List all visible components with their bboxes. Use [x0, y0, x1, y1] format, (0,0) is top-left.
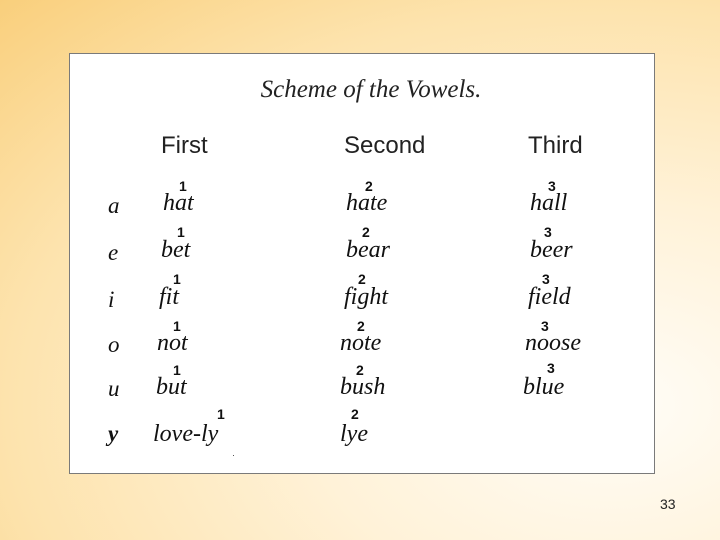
- degree-number: 2: [358, 271, 366, 287]
- example-word: fit: [159, 284, 180, 310]
- column-header-third: Third: [528, 132, 583, 159]
- column-header-second: Second: [344, 132, 426, 159]
- degree-number: 3: [548, 178, 556, 194]
- example-word: bush: [340, 374, 386, 400]
- vowel-label-u: u: [108, 376, 120, 401]
- degree-number: 1: [173, 318, 181, 334]
- example-word: hat: [163, 190, 194, 216]
- scheme-title: Scheme of the Vowels.: [260, 76, 482, 103]
- degree-number: 2: [356, 362, 364, 378]
- example-word: bet: [161, 237, 191, 263]
- degree-number: 1: [173, 362, 181, 378]
- example-word: bear: [346, 237, 390, 263]
- example-word: noose: [525, 330, 581, 356]
- example-word: but: [156, 374, 187, 400]
- vowel-label-y: y: [108, 421, 119, 446]
- slide-page-number: 33: [660, 496, 676, 512]
- example-word: fight: [344, 284, 389, 310]
- degree-number: 2: [357, 318, 365, 334]
- degree-number: 3: [547, 360, 555, 376]
- example-word: hall: [530, 190, 568, 216]
- stray-dot: [233, 455, 234, 456]
- vowel-scheme-image: [69, 53, 655, 474]
- degree-number: 2: [365, 178, 373, 194]
- example-word: note: [340, 330, 382, 356]
- degree-number: 3: [541, 318, 549, 334]
- degree-number: 1: [217, 406, 225, 422]
- example-word: beer: [530, 237, 573, 263]
- example-word: field: [528, 284, 571, 310]
- degree-number: 3: [542, 271, 550, 287]
- degree-number: 1: [177, 224, 185, 240]
- degree-number: 2: [362, 224, 370, 240]
- example-word: lye: [340, 421, 368, 447]
- example-word: love-ly: [153, 421, 219, 447]
- column-header-first: First: [161, 132, 208, 159]
- degree-number: 2: [351, 406, 359, 422]
- degree-number: 3: [544, 224, 552, 240]
- example-word: not: [157, 330, 188, 356]
- vowel-label-i: i: [108, 287, 115, 312]
- example-word: hate: [346, 190, 388, 216]
- degree-number: 1: [179, 178, 187, 194]
- example-word: blue: [523, 374, 565, 400]
- vowel-label-e: e: [108, 240, 119, 265]
- vowel-label-o: o: [108, 332, 120, 357]
- degree-number: 1: [173, 271, 181, 287]
- vowel-label-a: a: [108, 193, 120, 218]
